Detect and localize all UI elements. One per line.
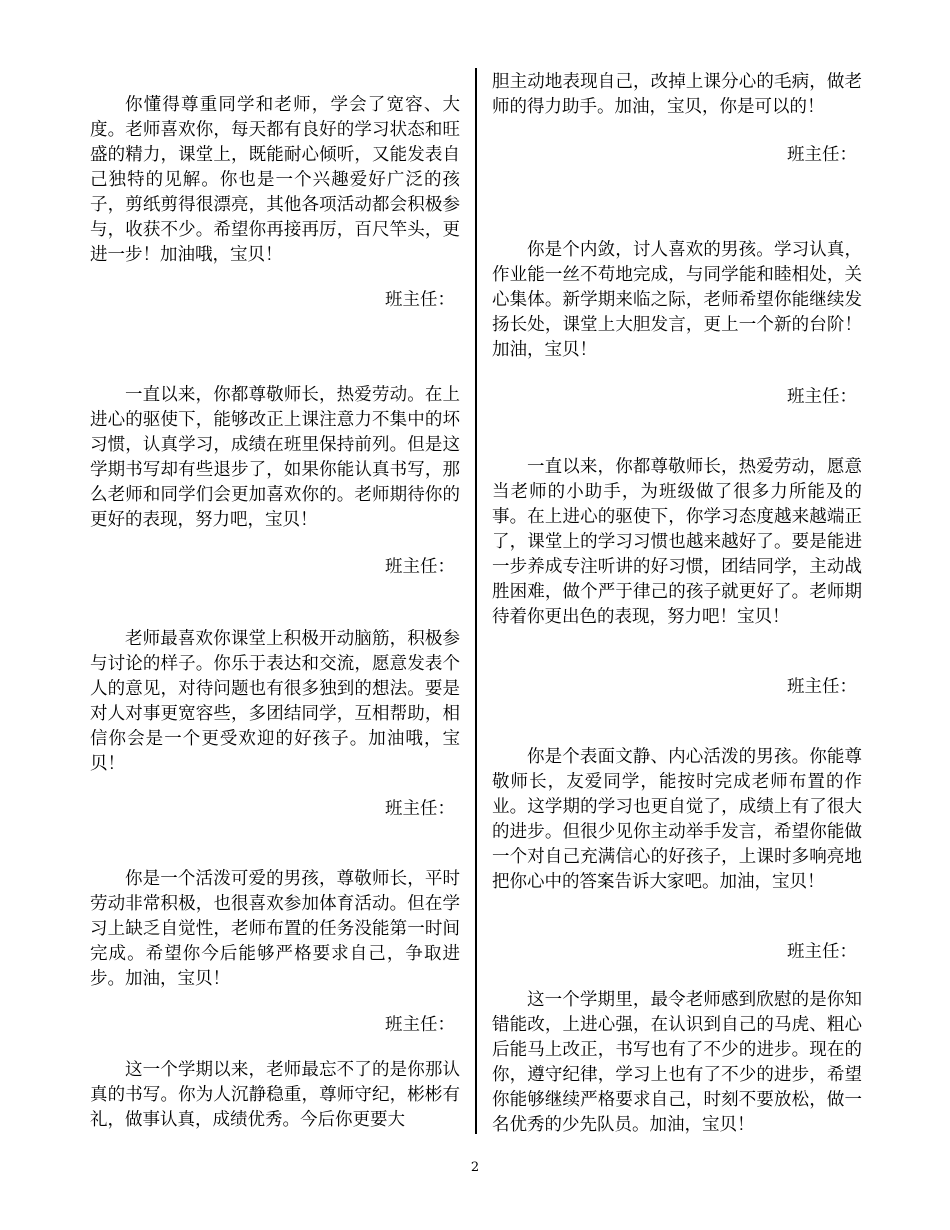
signature-label: 班主任： xyxy=(787,942,857,962)
signature-label: 班主任： xyxy=(787,677,857,697)
signature-label: 班主任： xyxy=(385,290,455,310)
page-number: 2 xyxy=(470,1160,480,1175)
comment-paragraph: 你懂得尊重同学和老师，学会了宽容、大度。老师喜欢你，每天都有良好的学习状态和旺盛的精力，课堂上，既能耐心倾听，又能发表自己独特的见解。你也是一个兴趣爱好广泛的孩子，剪纸剪得很漂亮，其他各项活动都会积极参与，收获不少。希望你再接再厉，百尺竿头，更进一步！加油哦，宝贝！ xyxy=(90,95,460,265)
comment-paragraph: 一直以来，你都尊敬师长，热爱劳动，愿意当老师的小助手，为班级做了很多力所能及的事。在上进心的驱使下，你学习态度越来越端正了，课堂上的学习习惯也越来越好了。要是能进一步养成专注听讲的好习惯，团结同学，主动战胜困难，做个严于律己的孩子就更好了。老师期待着你更出色的表现，努力吧！宝贝！ xyxy=(492,457,862,627)
signature-label: 班主任： xyxy=(385,1015,455,1035)
comment-paragraph: 老师最喜欢你课堂上积极开动脑筋，积极参与讨论的样子。你乐于表达和交流，愿意发表个人的意见，对待问题也有很多独到的想法。要是对人对事更宽容些，多团结同学，互相帮助，相信你会是一个更受欢迎的好孩子。加油哦，宝贝！ xyxy=(90,629,460,774)
comment-paragraph-continued: 胆主动地表现自己，改掉上课分心的毛病，做老师的得力助手。加油，宝贝，你是可以的！ xyxy=(492,72,862,117)
signature-label: 班主任： xyxy=(787,145,857,165)
comment-paragraph: 你是个内敛，讨人喜欢的男孩。学习认真，作业能一丝不苟地完成，与同学能和睦相处，关心集体。新学期来临之际，老师希望你能继续发扬长处，课堂上大胆发言，更上一个新的台阶！加油，宝贝！ xyxy=(492,240,862,360)
comment-paragraph: 这一个学期里，最令老师感到欣慰的是你知错能改，上进心强，在认识到自己的马虎、粗心后能马上改正，书写也有了不少的进步。现在的你，遵守纪律，学习上也有了不少的进步，希望你能够继续严格要求自己，时刻不要放松，做一名优秀的少先队员。加油，宝贝！ xyxy=(492,990,862,1135)
comment-paragraph: 你是个表面文静、内心活泼的男孩。你能尊敬师长，友爱同学，能按时完成老师布置的作业。这学期的学习也更自觉了，成绩上有了很大的进步。但很少见你主动举手发言，希望你能做一个对自己充满信心的好孩子，上课时多响亮地把你心中的答案告诉大家吧。加油，宝贝！ xyxy=(492,747,862,892)
comment-paragraph: 你是一个活泼可爱的男孩，尊敬师长，平时劳动非常积极，也很喜欢参加体育活动。但在学习上缺乏自觉性，老师布置的任务没能第一时间完成。希望你今后能够严格要求自己，争取进步。加油，宝贝！ xyxy=(90,869,460,989)
signature-label: 班主任： xyxy=(787,387,857,407)
signature-label: 班主任： xyxy=(385,799,455,819)
comment-paragraph: 这一个学期以来，老师最忘不了的是你那认真的书写。你为人沉静稳重，尊师守纪，彬彬有礼，做事认真，成绩优秀。今后你更要大 xyxy=(90,1060,460,1130)
signature-label: 班主任： xyxy=(385,557,455,577)
column-divider xyxy=(475,68,477,1134)
comment-paragraph: 一直以来，你都尊敬师长，热爱劳动。在上进心的驱使下，能够改正上课注意力不集中的坏习惯，认真学习，成绩在班里保持前列。但是这学期书写却有些退步了，如果你能认真书写，那么老师和同学们会更加喜欢你的。老师期待你的更好的表现，努力吧，宝贝！ xyxy=(90,385,460,530)
